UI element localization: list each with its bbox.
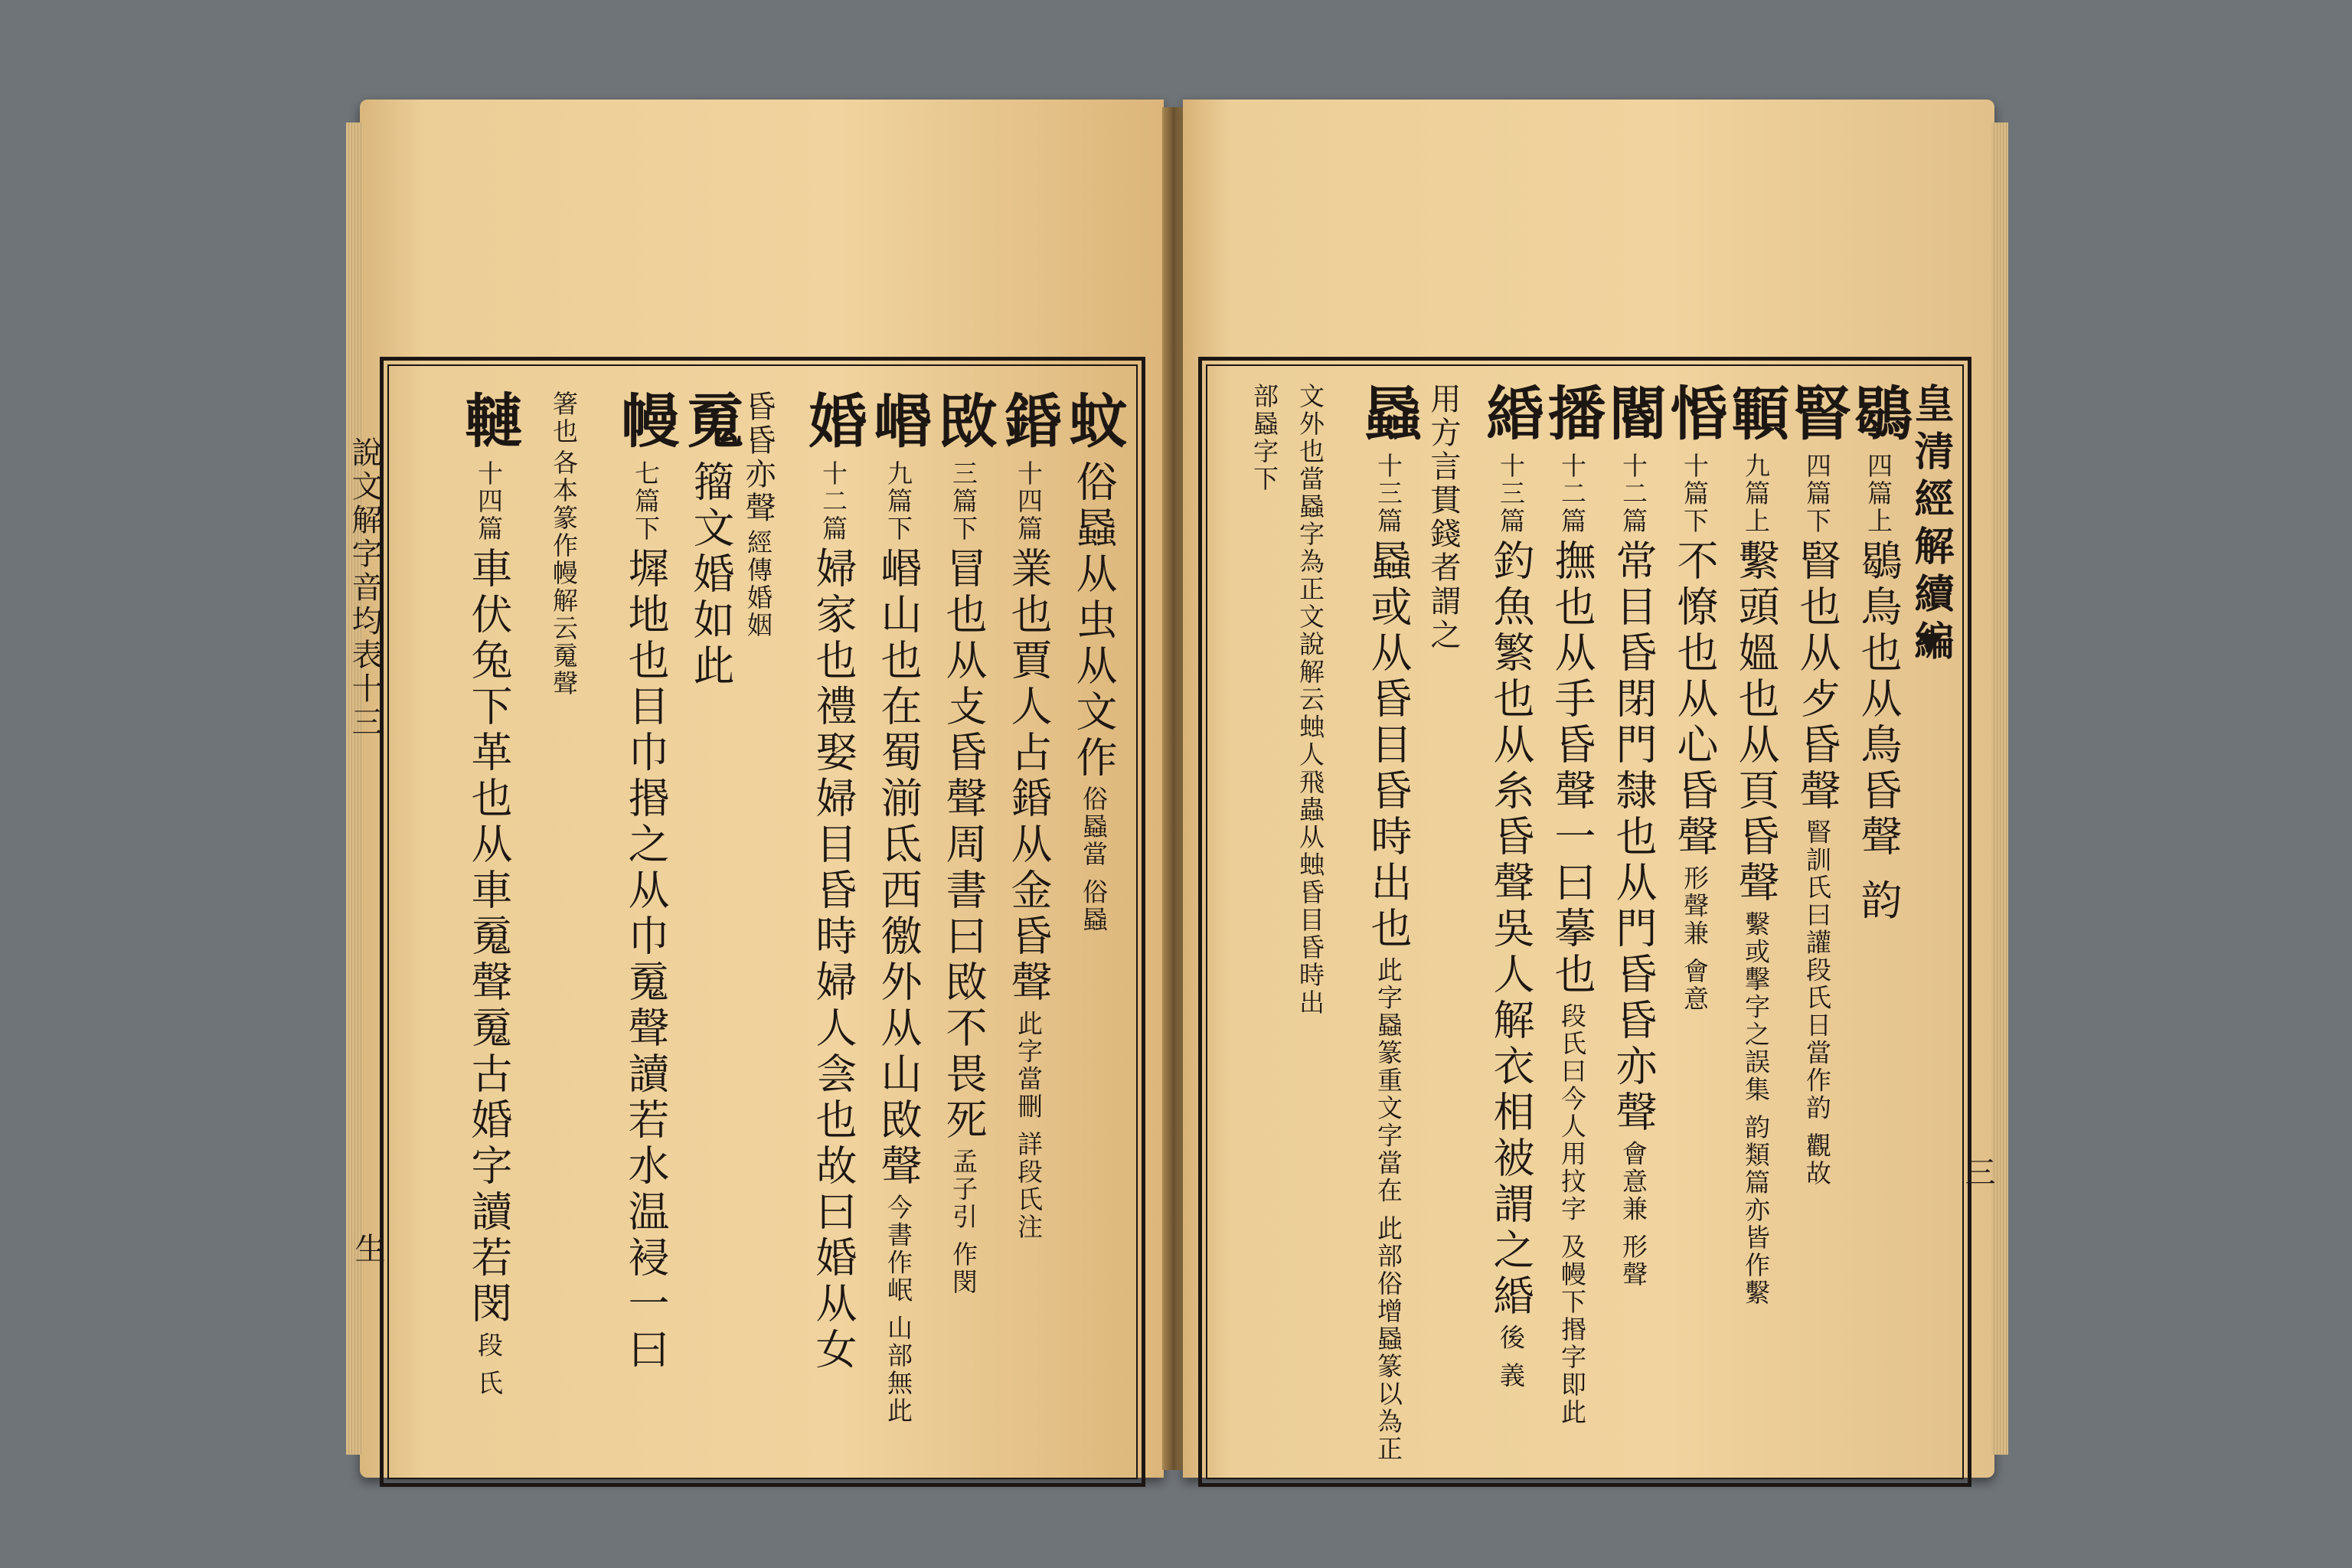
entry-body: 車伏兔下革也从車䰟聲䰟古婚字讀若閔 (465, 547, 513, 1328)
entry-note: 䁂訓氏曰讙段氏日當作䪨 觀故 (1802, 818, 1832, 1187)
entry-head: 顐 (1722, 383, 1790, 449)
entry-note: 段 氏 (474, 1331, 504, 1397)
entry-note: 各本篆作幔解云䰟聲 (549, 449, 579, 698)
entry-body: 冒也从攴昏聲周書曰敃不畏死 (939, 547, 988, 1145)
entry-body: 撫也从手昏聲一曰摹也 (1548, 539, 1596, 999)
entry-body: 㟭山也在蜀湔氐西徼外从山敃聲 (874, 547, 923, 1191)
entry-body: 不憭也从心昏聲 (1671, 539, 1719, 861)
entry-head: 閽 (1599, 383, 1668, 449)
entry-note: 此字蟁篆重文字當在 此部俗增蟁篆以為正 (1374, 956, 1403, 1463)
entry-note: 部蟁字下 (1250, 383, 1279, 493)
entry-note: 十四篇 (474, 460, 504, 544)
entry-note: 文外也當蟁字為正文說解云䖵人飛蟲从䖵昏目昏時出 (1295, 383, 1325, 1017)
entry-body: 墀地也目巾㨉之从巾䰟聲讀若水温䘲一曰 (622, 547, 670, 1374)
open-book (337, 84, 2014, 1493)
book-spine (1162, 107, 1185, 1470)
right-col-2 (1783, 383, 1851, 1470)
entry-note: 九篇下 (884, 460, 913, 544)
right-col-1 (1844, 383, 1913, 1470)
entry-body: 常目昏閉門隸也从門昏昏亦聲 (1609, 539, 1658, 1137)
entry-head: 㟭 (864, 390, 933, 456)
entry-note: 十二篇 (818, 460, 848, 544)
left-col-9 (551, 390, 577, 1462)
left-col-3 (929, 390, 998, 1462)
left-col-4 (864, 390, 933, 1462)
entry-note: 十篇下 (1680, 452, 1710, 536)
left-col-6 (740, 390, 776, 1462)
left-margin-title: 說文解字音均表十三 (347, 436, 382, 740)
entry-head: 蟁 (1354, 383, 1423, 449)
entry-body: 鶡鳥也从鳥昏聲 韵 (1854, 539, 1903, 925)
right-col-7 (1477, 383, 1545, 1470)
entry-head: 轋 (455, 390, 523, 456)
book-title: 皇清經解續編 (1907, 383, 1954, 668)
right-col-4 (1661, 383, 1729, 1470)
entry-body: 俗蟁从虫从文作 (1070, 460, 1118, 782)
entry-note: 孟子引 作閔 (949, 1148, 978, 1296)
entry-head: 䁂 (1783, 383, 1851, 449)
right-col-8 (1428, 383, 1459, 1470)
entry-note: 俗蟁當 俗蟁 (1079, 786, 1109, 934)
left-col-1 (1060, 390, 1128, 1462)
entry-head: 鶡 (1844, 383, 1913, 449)
entry-note: 十二篇 (1619, 452, 1648, 536)
entry-head: 幔 (612, 390, 680, 456)
entry-note: 七篇下 (631, 460, 661, 544)
left-folio: 生 (350, 1233, 385, 1266)
left-col-7 (677, 390, 745, 1462)
entry-body: 業也賈人占錉从金昏聲 (1004, 547, 1053, 1007)
entry-body: 婦家也禮娶婦目昏時婦人侌也故曰婚从女 (809, 547, 858, 1374)
entry-body: 籀文婚如此 (687, 460, 735, 691)
right-col-9 (1354, 383, 1423, 1470)
entry-head: 惛 (1661, 383, 1729, 449)
entry-body: 繫頭媼也从頁昏聲 (1732, 539, 1780, 907)
left-page (347, 100, 1164, 1478)
entry-head: 敃 (929, 390, 998, 456)
right-page (1183, 100, 1994, 1478)
entry-note: 會意兼 形聲 (1619, 1140, 1648, 1289)
right-col-10 (1295, 383, 1325, 1470)
right-page-edge (1991, 122, 2008, 1455)
left-col-5 (799, 390, 867, 1462)
entry-note: 四篇上 (1864, 452, 1893, 536)
right-col-3 (1722, 383, 1790, 1470)
entry-note: 後 義 (1496, 1324, 1526, 1390)
entry-note: 繫或擊字之誤集 韵類篇亦皆作繫 (1741, 910, 1771, 1307)
left-col-10 (455, 390, 523, 1462)
right-col-6 (1538, 383, 1606, 1470)
right-col-11 (1252, 383, 1277, 1470)
entry-note: 三篇下 (949, 460, 978, 544)
right-col-5 (1599, 383, 1668, 1470)
right-folio: 三 (1960, 1156, 1995, 1190)
entry-head: 婚 (799, 390, 867, 456)
entry-note: 用方言貫錢者謂之 (1426, 383, 1461, 652)
entry-note: 段氏曰今人用抆字 及幔下㨉字即此 (1557, 1002, 1587, 1426)
entry-note: 十二篇 (1557, 452, 1587, 536)
left-col-2 (995, 390, 1063, 1462)
left-col-8 (612, 390, 680, 1462)
entry-note: 形聲兼 會意 (1680, 864, 1710, 1013)
entry-body: 釣魚繁也从糸昏聲吳人解衣相被謂之緍 (1487, 539, 1535, 1321)
entry-head: 䰟 (677, 390, 745, 456)
entry-note: 此字當刪 詳段氏注 (1014, 1010, 1044, 1241)
entry-note: 箸也 (549, 390, 579, 446)
entry-note: 十三篇 (1374, 452, 1403, 536)
entry-head: 緍 (1477, 383, 1545, 449)
entry-note: 十四篇 (1014, 460, 1044, 544)
entry-head: 蚊 (1060, 390, 1128, 456)
entry-head: 錉 (995, 390, 1063, 456)
entry-body: 蟁或从昏目昏時出也 (1364, 539, 1413, 953)
entry-head: 播 (1538, 383, 1606, 449)
entry-note: 四篇下 (1802, 452, 1832, 536)
entry-note: 今書作岷 山部無此 (884, 1194, 913, 1425)
entry-note: 十三篇 (1496, 452, 1526, 536)
entry-note: 經傳婚姻 (743, 529, 773, 640)
entry-note: 九篇上 (1741, 452, 1771, 536)
entry-body: 䁂也从歺昏聲 (1793, 539, 1841, 815)
entry-note: 昏昏亦聲 (740, 390, 776, 525)
fish-tail-mark (1916, 634, 1944, 651)
